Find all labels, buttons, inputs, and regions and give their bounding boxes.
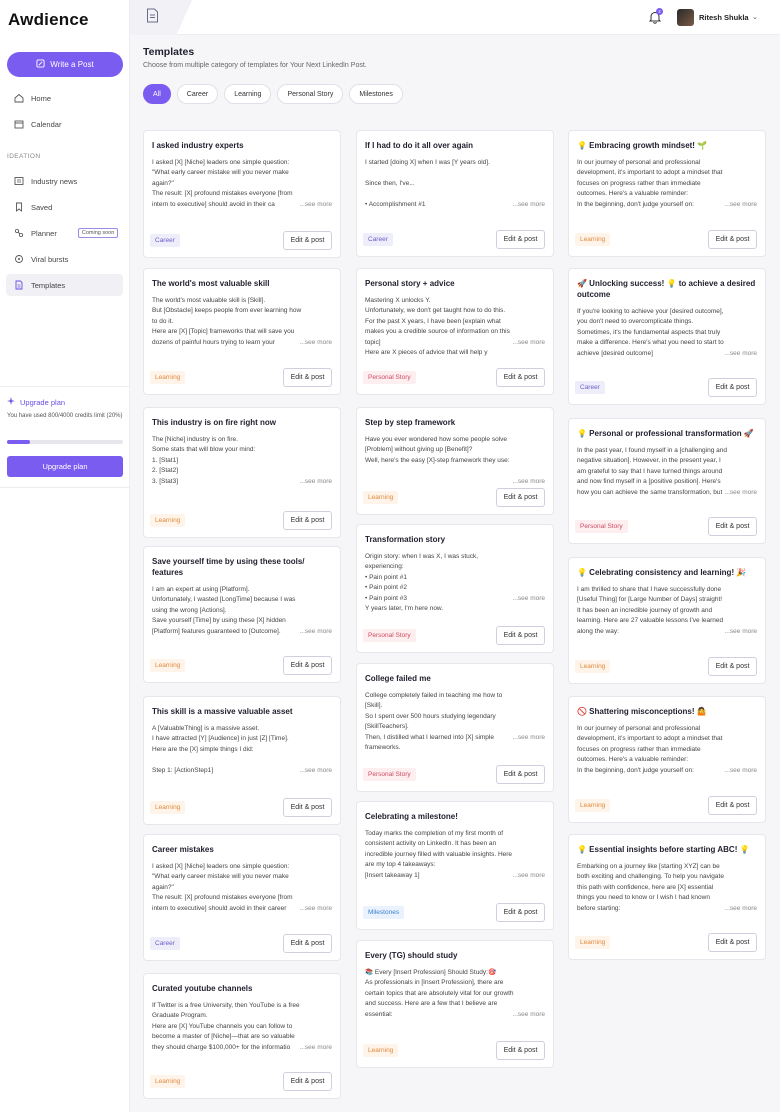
see-more-link[interactable]: ...see more: [724, 350, 757, 357]
sidebar-item-label: Calendar: [31, 119, 62, 129]
upgrade-plan-link[interactable]: [7, 397, 65, 407]
template-card-body: Have you ever wondered how some people solve [Problem] without giving up [Benefit]? Well, here's the easy [X]-step framework they use:: [365, 436, 510, 464]
sidebar-item-industry-news[interactable]: [6, 170, 123, 192]
category-tag: Career: [575, 381, 605, 394]
category-tag: Personal Story: [363, 371, 416, 384]
template-card[interactable]: [143, 834, 341, 961]
category-tag: Learning: [363, 1044, 398, 1057]
sidebar-item-label: Planner: [31, 228, 57, 238]
sidebar-item-home[interactable]: [6, 87, 123, 109]
edit-and-post-button[interactable]: Edit & post: [708, 517, 757, 536]
write-post-label: Write a Post: [50, 60, 94, 69]
write-post-button[interactable]: [7, 52, 123, 77]
template-card-body: I asked [X] [Niche] leaders one simple question: "What early career mistake will you never make again?" The result: [X] profound mistakes everyone [from intern to executive] should avoid in their ca: [152, 159, 293, 208]
sidebar-item-label: Saved: [31, 202, 53, 212]
edit-and-post-button[interactable]: Edit & post: [283, 368, 332, 387]
template-card-body: I am an expert at using [Platform]. Unfortunately, I wasted [LongTime] because I was using the wrong [Actions]. Save yourself [Time] by using these [X] hidden [Platform] features guaranteed to [Outcome].: [152, 586, 296, 635]
template-card[interactable]: [568, 696, 766, 823]
template-card[interactable]: [356, 407, 554, 515]
see-more-link[interactable]: ...see more: [299, 201, 332, 208]
chevron-down-icon[interactable]: ⌄: [752, 14, 758, 21]
template-card[interactable]: [568, 418, 766, 544]
header-page-tab[interactable]: [130, 0, 192, 35]
filter-chip-milestones[interactable]: Milestones: [349, 84, 402, 104]
filter-chip-all[interactable]: All: [143, 84, 171, 104]
burst-icon: [14, 254, 24, 264]
template-card[interactable]: [356, 268, 554, 395]
template-card-body: I started [doing X] when I was [Y years old]. Since then, I've... • Accomplishment #1: [365, 159, 490, 208]
edit-and-post-button[interactable]: Edit & post: [283, 656, 332, 675]
sidebar-item-label: Industry news: [31, 176, 78, 186]
category-tag: Learning: [575, 936, 610, 949]
template-card-title: Save yourself time by using these tools/ features: [152, 557, 305, 577]
template-card-title: If I had to do it all over again: [365, 141, 474, 150]
template-card-title: This industry is on fire right now: [152, 418, 277, 427]
sidebar-item-saved[interactable]: [6, 196, 123, 218]
sidebar-item-planner[interactable]: [6, 222, 123, 244]
sidebar-item-label: Templates: [31, 280, 66, 290]
template-card-body: The [Niche] industry is on fire. Some stats that will blow your mind: 1. [Stat1] 2. [Stat2] 3. [Stat3]: [152, 436, 256, 485]
see-more-link[interactable]: ...see more: [299, 767, 332, 774]
filter-chip-learning[interactable]: Learning: [224, 84, 271, 104]
template-card-body: In the past year, I found myself in a [challenging and negative situation]. However, in the present year, I am grateful to say that I have turned things around and now find myself in a [positive position]. Here's how you can achieve the same transformation, but: [577, 447, 727, 496]
upgrade-plan-title: Upgrade plan: [20, 397, 66, 407]
planner-icon: [14, 228, 24, 238]
edit-and-post-button[interactable]: Edit & post: [496, 230, 545, 249]
template-card[interactable]: [143, 973, 341, 1099]
category-tag: Learning: [363, 491, 398, 504]
see-more-link[interactable]: ...see more: [299, 628, 332, 635]
sidebar-item-label: Viral bursts: [31, 254, 69, 264]
template-card[interactable]: [143, 268, 341, 395]
template-card[interactable]: [356, 801, 554, 930]
see-more-link[interactable]: ...see more: [512, 201, 545, 208]
category-tag: Career: [150, 937, 180, 950]
templates-icon: [14, 280, 24, 290]
template-card-title: Celebrating a milestone!: [365, 812, 458, 821]
template-card[interactable]: [356, 524, 554, 653]
template-card-title: 💡 Embracing growth mindset! 🌱: [577, 141, 708, 150]
see-more-link[interactable]: ...see more: [724, 201, 757, 208]
template-card-body: In our journey of personal and professional development, it's important to adopt a mindset that focuses on progress rather than immediate outcomes. Here's a valuable reminder: In the beginning, don't judge yourself on:: [577, 159, 723, 208]
template-card-title: The world's most valuable skill: [152, 279, 270, 288]
calendar-icon: [14, 119, 24, 129]
edit-icon: [36, 59, 45, 70]
user-name[interactable]: Ritesh Shukla: [699, 13, 749, 22]
template-card-title: Transformation story: [365, 535, 446, 544]
template-card-body: College completely failed in teaching me how to [Skill]. So I spent over 500 hours studying legendary [SkillTeachers]. Then, I distilled what I learned into [X] simple frameworks.: [365, 692, 503, 751]
template-card-title: 💡 Celebrating consistency and learning! 🎉: [577, 568, 747, 577]
filter-chip-personal-story[interactable]: Personal Story: [277, 84, 343, 104]
see-more-link[interactable]: ...see more: [512, 872, 545, 879]
edit-and-post-button[interactable]: Edit & post: [283, 934, 332, 953]
see-more-link[interactable]: ...see more: [724, 905, 757, 912]
bookmark-icon: [14, 202, 24, 212]
document-icon: [146, 8, 159, 28]
sidebar-item-viral-bursts[interactable]: [6, 248, 123, 270]
edit-and-post-button[interactable]: Edit & post: [708, 230, 757, 249]
sidebar: [0, 0, 130, 1112]
template-card-title: 🚫 Shattering misconceptions! 🤷: [577, 707, 707, 716]
edit-and-post-button[interactable]: Edit & post: [496, 765, 545, 784]
edit-and-post-button[interactable]: Edit & post: [496, 488, 545, 507]
home-icon: [14, 93, 24, 103]
category-tag: Learning: [150, 659, 185, 672]
category-tag: Personal Story: [363, 629, 416, 642]
category-tag: Learning: [150, 514, 185, 527]
edit-and-post-button[interactable]: Edit & post: [283, 1072, 332, 1091]
template-card[interactable]: [568, 557, 766, 684]
edit-and-post-button[interactable]: Edit & post: [708, 378, 757, 397]
edit-and-post-button[interactable]: Edit & post: [496, 1041, 545, 1060]
category-tag: Career: [150, 234, 180, 247]
category-tag: Personal Story: [363, 768, 416, 781]
edit-and-post-button[interactable]: Edit & post: [496, 626, 545, 645]
see-more-link[interactable]: ...see more: [512, 339, 545, 346]
edit-and-post-button[interactable]: Edit & post: [496, 368, 545, 387]
category-tag: Learning: [575, 799, 610, 812]
see-more-link[interactable]: ...see more: [299, 339, 332, 346]
edit-and-post-button[interactable]: Edit & post: [496, 903, 545, 922]
template-card[interactable]: [356, 940, 554, 1068]
template-card-title: This skill is a massive valuable asset: [152, 707, 293, 716]
template-card[interactable]: [356, 130, 554, 257]
page-subtitle: Choose from multiple category of templates for Your Next LinkedIn Post.: [143, 62, 367, 69]
see-more-link[interactable]: ...see more: [299, 905, 332, 912]
template-card-body: In our journey of personal and professional development, it's important to adopt a mindset that focuses on progress rather than immediate outcomes. Here's a valuable reminder: In the beginning, don't judge yourself on:: [577, 725, 723, 774]
top-header: [130, 0, 780, 35]
page-title: Templates: [143, 46, 195, 58]
template-card-title: 🚀 Unlocking success! 💡 to achieve a desired outcome: [577, 279, 756, 299]
see-more-link[interactable]: ...see more: [512, 478, 545, 485]
see-more-link[interactable]: ...see more: [724, 767, 757, 774]
category-tag: Learning: [575, 233, 610, 246]
edit-and-post-button[interactable]: Edit & post: [708, 657, 757, 676]
category-filters: [143, 84, 403, 104]
edit-and-post-button[interactable]: Edit & post: [283, 231, 332, 250]
template-card-title: Step by step framework: [365, 418, 456, 427]
template-card-title: 💡 Personal or professional transformation 🚀: [577, 429, 754, 438]
template-card-body: Embarking on a journey like [starting XYZ] can be both exciting and challenging. To help you navigate this path with confidence, here are [X] essential things you need to know or I wish I had known before starting:: [577, 863, 724, 912]
template-card-body: 📚 Every [Insert Profession] Should Study:🎯 As professionals in [Insert Profession], there are certain topics that are absolutely vital for our growth and success. Here are a few that I believe are essential:: [365, 969, 514, 1018]
notification-count-badge: 2: [656, 8, 663, 15]
sidebar-item-calendar[interactable]: [6, 113, 123, 135]
app-logo[interactable]: Awdience: [8, 10, 89, 29]
sidebar-item-label: Home: [31, 93, 52, 103]
template-card-body: Origin story: when I was X, I was stuck, experiencing: • Pain point #1 • Pain point #2 • Pain point #3 Y years later, I'm here now.: [365, 553, 479, 612]
coming-soon-badge: Coming soon: [78, 228, 118, 238]
see-more-link[interactable]: ...see more: [512, 734, 545, 741]
template-card-body: I am thrilled to share that I have successfully done [Useful Thing] for [Large Number of Days] straight! It has been an incredible journey of growth and learning. Here are 27 valuable lessons I've learned along the way:: [577, 586, 724, 635]
template-card-title: I asked industry experts: [152, 141, 244, 150]
avatar[interactable]: [677, 9, 694, 26]
see-more-link[interactable]: ...see more: [299, 1044, 332, 1051]
template-card[interactable]: [356, 663, 554, 792]
see-more-link[interactable]: ...see more: [724, 489, 757, 496]
template-card-body: If Twitter is a free University, then YouTube is a free Graduate Program. Here are [X] YouTube channels you can follow to become a master of [Niche]—that are so valuable they should charge $100,000+ for the informatio: [152, 1002, 300, 1051]
credits-progress-bar: [7, 440, 123, 444]
template-card-body: If you're looking to achieve your [desired outcome], you don't need to overcomplicate things. Sometimes, it's the fundamental aspects that truly make a difference. Here's what you need to start to achieve [desired outcome]: [577, 308, 724, 357]
sparkle-icon: [7, 397, 15, 407]
template-card[interactable]: [143, 407, 341, 538]
see-more-link[interactable]: ...see more: [724, 628, 757, 635]
template-card-body: Today marks the completion of my first month of consistent activity on LinkedIn. It has been an incredible journey filled with valuable insights. Here are my top 4 takeaways: [Insert takeaway 1]: [365, 830, 513, 879]
template-card[interactable]: [143, 130, 341, 258]
category-tag: Learning: [150, 801, 185, 814]
news-icon: [14, 176, 24, 186]
template-card-title: Every (TG) should study: [365, 951, 458, 960]
section-label-ideation: IDEATION: [7, 153, 41, 160]
see-more-link[interactable]: ...see more: [512, 1011, 545, 1018]
template-card-title: Personal story + advice: [365, 279, 455, 288]
edit-and-post-button[interactable]: Edit & post: [283, 511, 332, 530]
template-card[interactable]: [568, 130, 766, 257]
template-card[interactable]: [143, 546, 341, 683]
template-card[interactable]: [143, 696, 341, 825]
edit-and-post-button[interactable]: Edit & post: [708, 796, 757, 815]
edit-and-post-button[interactable]: Edit & post: [708, 933, 757, 952]
category-tag: Personal Story: [575, 520, 628, 533]
sidebar-item-templates[interactable]: [6, 274, 123, 296]
category-tag: Learning: [150, 1075, 185, 1088]
template-card-title: College failed me: [365, 674, 431, 683]
filter-chip-career[interactable]: Career: [177, 84, 218, 104]
template-card-title: Career mistakes: [152, 845, 214, 854]
template-card-title: 💡 Essential insights before starting ABC! 💡: [577, 845, 750, 854]
category-tag: Milestones: [363, 906, 404, 919]
template-card-body: The world's most valuable skill is [Skill]. But [Obstacle] keeps people from ever learning how to do it. Here are [X] [Topic] frameworks that will save you dozens of painful hours trying to learn your: [152, 297, 302, 346]
credits-usage-text: You have used 800/4000 credits limit (20%): [7, 413, 123, 419]
template-card[interactable]: [568, 268, 766, 405]
upgrade-plan-button[interactable]: Upgrade plan: [7, 456, 123, 477]
see-more-link[interactable]: ...see more: [512, 595, 545, 602]
see-more-link[interactable]: ...see more: [299, 478, 332, 485]
template-card[interactable]: [568, 834, 766, 960]
template-card-title: Curated youtube channels: [152, 984, 253, 993]
template-card-body: I asked [X] [Niche] leaders one simple question: "What early career mistake will you never make again?" The result: [X] profound mistakes everyone [from intern to executive] should avoid in their career: [152, 863, 293, 912]
upgrade-panel: [0, 386, 130, 488]
template-card-body: Mastering X unlocks Y. Unfortunately, we don't get taught how to do this. For the past X years, I have been [explain what makes you a credible source of information on this topic] Here are X pieces of advice that will help y: [365, 297, 510, 356]
edit-and-post-button[interactable]: Edit & post: [283, 798, 332, 817]
category-tag: Learning: [150, 371, 185, 384]
template-card-body: A [ValuableThing] is a massive asset. I have attracted [Y] [Audience] in just [Z] [Time]. Here are the [X] simple things I did: Step 1: [ActionStep1]: [152, 725, 289, 774]
category-tag: Learning: [575, 660, 610, 673]
credits-progress-fill: [7, 440, 30, 444]
category-tag: Career: [363, 233, 393, 246]
